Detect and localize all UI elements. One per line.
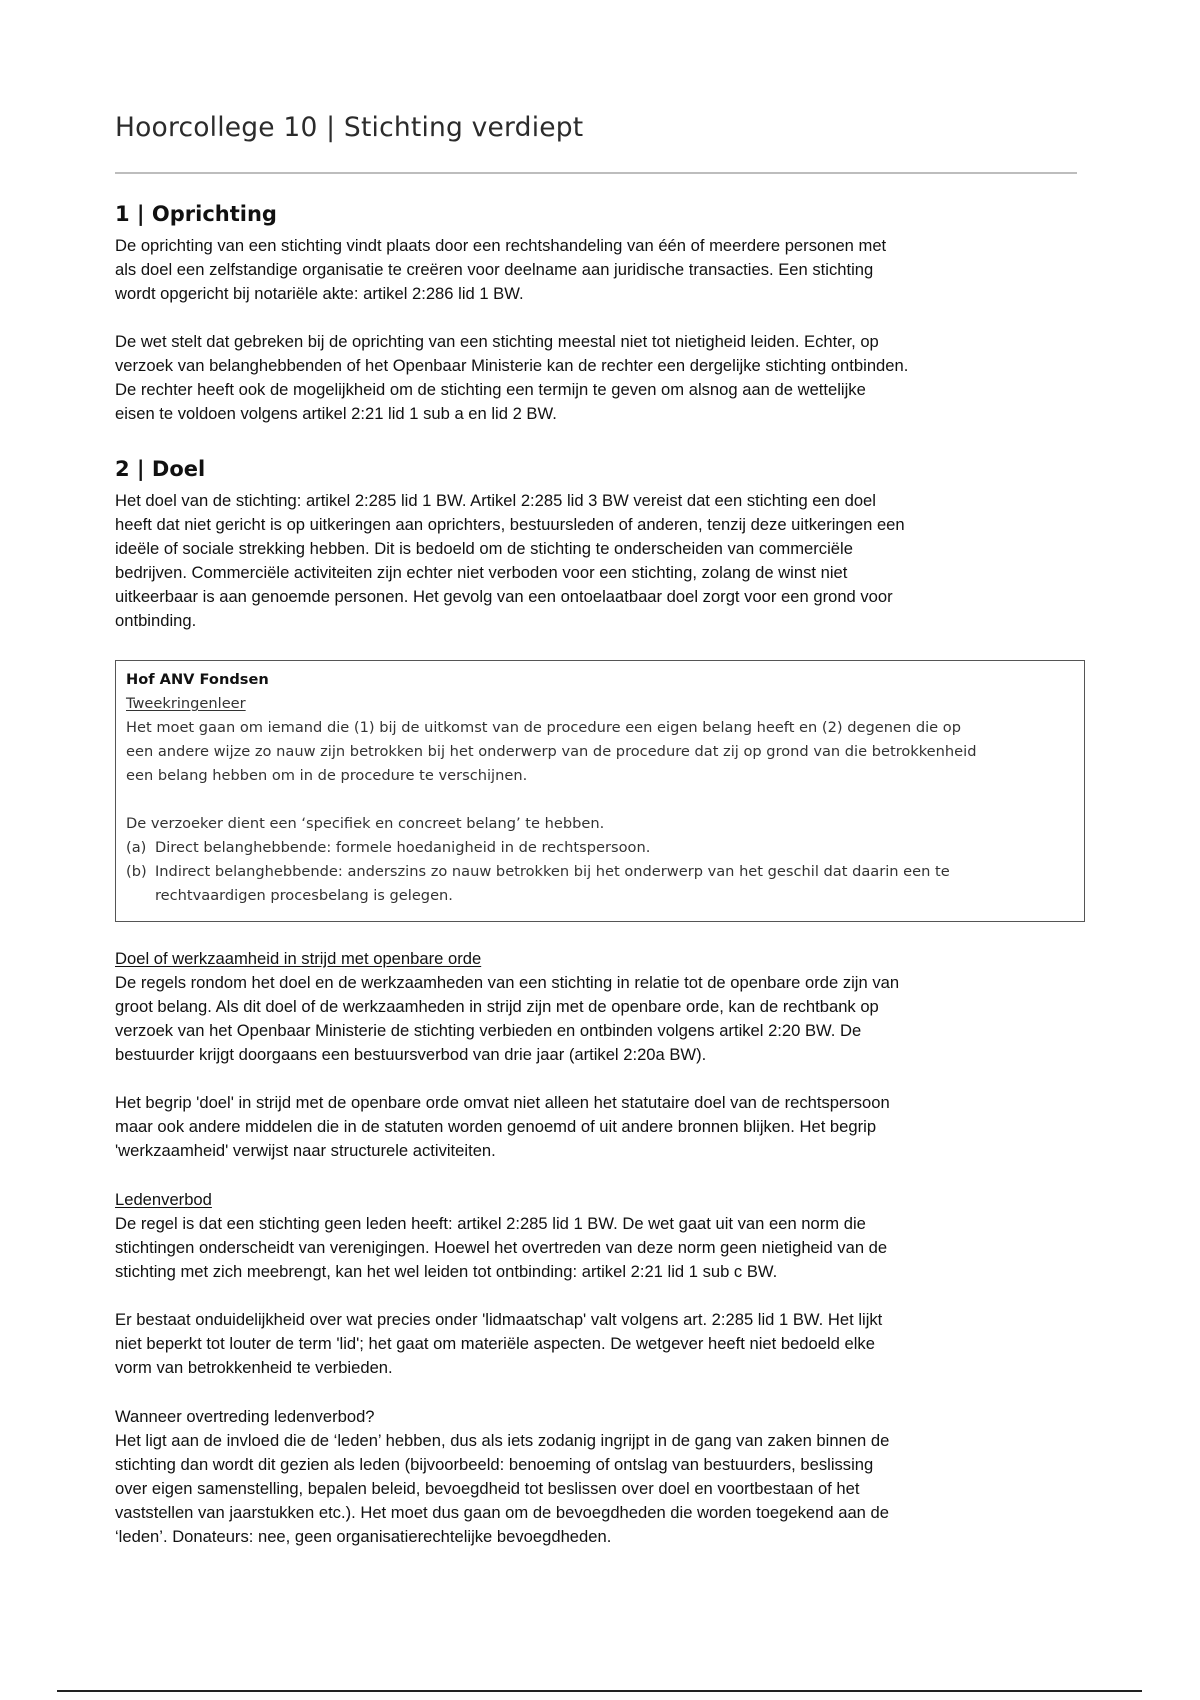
list-item [126, 860, 1074, 884]
text-line: stichting dan wordt dit gezien als leden (bijvoorbeeld: benoeming of ontslag van bestuurders, beslissing [115, 1455, 874, 1474]
page-bottom-divider [57, 1690, 1142, 1692]
title-divider [115, 172, 1077, 174]
text-line: De rechter heeft ook de mogelijkheid om de stichting een termijn te geven om alsnog aan de wettelijke [115, 380, 866, 399]
case-box [115, 660, 1085, 922]
list-marker: (a) [126, 839, 147, 856]
paragraph [115, 1308, 1100, 1380]
paragraph [115, 1212, 1100, 1284]
section-heading-doel: 2 | Doel [115, 457, 206, 481]
case-text-line: een belang hebben om in de procedure te verschijnen. [126, 767, 528, 784]
paragraph [115, 330, 1100, 426]
section-heading-oprichting: 1 | Oprichting [115, 202, 277, 226]
text-line: vorm van betrokkenheid te verbieden. [115, 1358, 393, 1377]
spacer [126, 788, 1074, 812]
text-line: ‘leden’. Donateurs: nee, geen organisatierechtelijke bevoegdheden. [115, 1527, 612, 1546]
text-line: maar ook andere middelen die in de statuten worden genoemd of uit andere bronnen blijken. Het begrip [115, 1117, 877, 1136]
text-line: heeft dat niet gericht is op uitkeringen aan oprichters, bestuursleden of anderen, tenzij deze uitkeringen een [115, 515, 905, 534]
subsection-heading-ledenverbod: Ledenverbod [115, 1190, 212, 1209]
paragraph [115, 234, 1100, 306]
paragraph [115, 1091, 1100, 1163]
list-item-text: Indirect belanghebbende: anderszins zo nauw betrokken bij het onderwerp van het geschil dat daarin een te [155, 863, 950, 880]
case-text-line: een andere wijze zo nauw zijn betrokken bij het onderwerp van de procedure dat zij op grond van die betrokkenheid [126, 743, 977, 760]
text-line: uitkeerbaar is aan genoemde personen. Het gevolg van een ontoelaatbaar doel zorgt voor een grond voor [115, 587, 893, 606]
text-line: bedrijven. Commerciële activiteiten zijn echter niet verboden voor een stichting, zolang de winst niet [115, 563, 848, 582]
text-line: De regel is dat een stichting geen leden heeft: artikel 2:285 lid 1 BW. De wet gaat uit van een norm die [115, 1214, 866, 1233]
text-line: vaststellen van jaarstukken etc.). Het moet dus gaan om de bevoegdheden die worden toegekend aan de [115, 1503, 889, 1522]
text-line: groot belang. Als dit doel of de werkzaamheden in strijd zijn met de openbare orde, kan de rechtbank op [115, 997, 879, 1016]
subsection-heading-overtreding: Wanneer overtreding ledenverbod? [115, 1407, 375, 1426]
text-line: ideële of sociale strekking hebben. Dit is bedoeld om de stichting te onderscheiden van commerciële [115, 539, 853, 558]
text-line: eisen te voldoen volgens artikel 2:21 lid 1 sub a en lid 2 BW. [115, 404, 557, 423]
paragraph [115, 489, 1100, 633]
text-line: 'werkzaamheid' verwijst naar structurele activiteiten. [115, 1141, 496, 1160]
text-line: bestuurder krijgt doorgaans een bestuursverbod van drie jaar (artikel 2:20a BW). [115, 1045, 707, 1064]
text-line: niet beperkt tot louter de term 'lid'; het gaat om materiële aspecten. De wetgever heeft niet bedoeld elke [115, 1334, 875, 1353]
paragraph [115, 971, 1100, 1067]
case-text-line: Het moet gaan om iemand die (1) bij de uitkomst van de procedure een eigen belang heeft en (2) degenen die op [126, 719, 961, 736]
text-line: verzoek van belanghebbenden of het Openbaar Ministerie kan de rechter een dergelijke stichting ontbinden. [115, 356, 909, 375]
text-line: verzoek van het Openbaar Ministerie de stichting verbieden en ontbinden volgens artikel 2:20 BW. De [115, 1021, 862, 1040]
subsection-heading-openbare-orde: Doel of werkzaamheid in strijd met openbare orde [115, 949, 482, 968]
text-line: De wet stelt dat gebreken bij de oprichting van een stichting meestal niet tot nietigheid leiden. Echter, op [115, 332, 879, 351]
text-line: wordt opgericht bij notariële akte: artikel 2:286 lid 1 BW. [115, 284, 524, 303]
text-line: stichtingen onderscheidt van verenigingen. Hoewel het overtreden van deze norm geen nietigheid van de [115, 1238, 888, 1257]
list-item-text: Direct belanghebbende: formele hoedanigheid in de rechtspersoon. [155, 839, 651, 856]
text-line: als doel een zelfstandige organisatie te creëren voor deelname aan juridische transacties. Een stichting [115, 260, 874, 279]
list-marker: (b) [126, 863, 147, 880]
text-line: stichting met zich meebrengt, kan het wel leiden tot ontbinding: artikel 2:21 lid 1 sub c BW. [115, 1262, 778, 1281]
list-item [126, 836, 1074, 860]
document-title: Hoorcollege 10 | Stichting verdiept [115, 112, 584, 143]
text-line: Het begrip 'doel' in strijd met de openbare orde omvat niet alleen het statutaire doel van de rechtspersoon [115, 1093, 890, 1112]
case-title: Hof ANV Fondsen [126, 671, 269, 688]
text-line: De oprichting van een stichting vindt plaats door een rechtshandeling van één of meerdere personen met [115, 236, 887, 255]
text-line: Het ligt aan de invloed die de ‘leden’ hebben, dus als iets zodanig ingrijpt in de gang van zaken binnen de [115, 1431, 890, 1450]
text-line: ontbinding. [115, 611, 197, 630]
text-line: De regels rondom het doel en de werkzaamheden van een stichting in relatie tot de openbare orde zijn van [115, 973, 900, 992]
list-item-text: rechtvaardigen procesbelang is gelegen. [155, 887, 453, 904]
case-intro: De verzoeker dient een ‘specifiek en concreet belang’ te hebben. [126, 815, 605, 832]
paragraph [115, 1429, 1100, 1549]
case-subtitle: Tweekringenleer [126, 695, 246, 712]
text-line: over eigen samenstelling, bepalen beleid, bevoegdheid tot beslissen over doel en voortbestaan of het [115, 1479, 860, 1498]
text-line: Er bestaat onduidelijkheid over wat precies onder 'lidmaatschap' valt volgens art. 2:285 lid 1 BW. Het lijkt [115, 1310, 883, 1329]
text-line: Het doel van de stichting: artikel 2:285 lid 1 BW. Artikel 2:285 lid 3 BW vereist dat een stichting een doel [115, 491, 876, 510]
